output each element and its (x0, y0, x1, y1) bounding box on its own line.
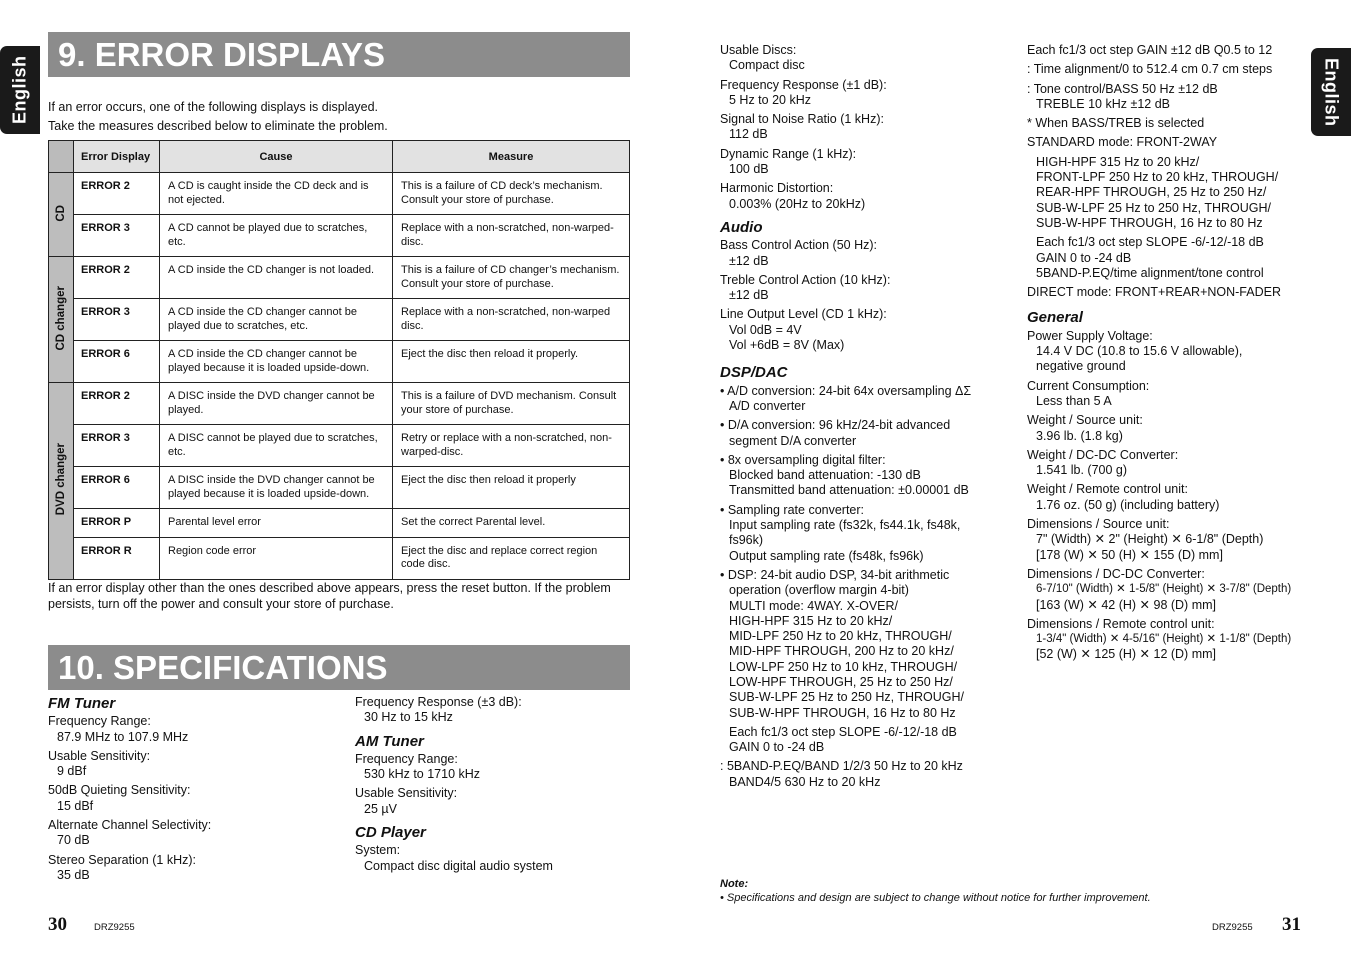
table-row (49, 383, 630, 425)
error-measure: Set the correct Parental level. (393, 509, 630, 538)
intro-line-2: Take the measures described below to eliminate the problem. (48, 119, 388, 133)
dsp-bullet: • Sampling rate converter: (720, 502, 865, 517)
group-cd-changer: CD changer (49, 257, 74, 383)
page-number-right: 31 (1282, 914, 1301, 935)
spec-value: 3.96 lb. (1.8 kg) (1036, 428, 1123, 443)
spec-line: STANDARD mode: FRONT-2WAY (1027, 135, 1218, 150)
error-code: ERROR R (74, 537, 160, 579)
error-cause: A DISC inside the DVD changer cannot be played because it is loaded upside-down. (160, 467, 393, 509)
spec-label: Line Output Level (CD 1 kHz): (720, 307, 887, 322)
spec-value: 5 Hz to 20 kHz (729, 92, 811, 107)
spec-label: Power Supply Voltage: (1027, 328, 1153, 343)
language-tab-right: English (1311, 48, 1351, 136)
error-footnote: If an error display other than the ones described above appears, press the reset button. If the problem persists, turn off the power and consult your store of purchase. (48, 581, 611, 611)
dsp-bullet-cont: MULTI mode: 4WAY. X-OVER/ (729, 598, 899, 613)
spec-label: Weight / DC-DC Converter: (1027, 447, 1179, 462)
spec-line: REAR-HPF THROUGH, 25 Hz to 250 Hz/ (1036, 185, 1267, 200)
note-title: Note: (720, 878, 749, 890)
spec-value: ±12 dB (729, 253, 769, 268)
dsp-bullet-cont: HIGH-HPF 315 Hz to 20 kHz/ (729, 613, 893, 628)
spec-line: 5BAND-P.EQ/time alignment/tone control (1036, 265, 1264, 280)
spec-value: Vol 0dB = 4V (729, 322, 802, 337)
header-measure: Measure (393, 141, 630, 173)
dsp-bullet: • 8x oversampling digital filter: (720, 452, 886, 467)
error-code: ERROR 2 (74, 173, 160, 215)
spec-line: Each fc1/3 oct step SLOPE -6/-12/-18 dB (1036, 235, 1264, 250)
spec-label: Treble Control Action (10 kHz): (720, 272, 891, 287)
dsp-bullet-cont: Blocked band attenuation: -130 dB (729, 468, 921, 483)
error-code: ERROR 6 (74, 467, 160, 509)
spec-value: 0.003% (20Hz to 20kHz) (729, 196, 866, 211)
error-cause: A CD cannot be played due to scratches, etc. (160, 215, 393, 257)
table-row (49, 341, 630, 383)
error-cause: Parental level error (160, 509, 393, 538)
spec-value: 7" (Width) ✕ 2" (Height) ✕ 6-1/8" (Depth) (1036, 532, 1264, 547)
spec-label: Dimensions / Remote control unit: (1027, 616, 1215, 631)
error-cause: Region code error (160, 537, 393, 579)
dsp-bullet-cont: operation (overflow margin 4-bit) (729, 583, 909, 598)
spec-label: Stereo Separation (1 kHz): (48, 852, 196, 867)
error-measure: Retry or replace with a non-scratched, non-warped-disc. (393, 425, 630, 467)
dsp-bullet-cont: LOW-LPF 250 Hz to 10 kHz, THROUGH/ (729, 659, 958, 674)
dsp-bullet-cont: fs96k) (729, 533, 764, 548)
spec-label: Frequency Response (±1 dB): (720, 77, 887, 92)
error-measure: This is a failure of CD changer’s mechanism. Consult your store of purchase. (393, 257, 630, 299)
table-row (49, 173, 630, 215)
dsp-bullet-cont: Output sampling rate (fs48k, fs96k) (729, 548, 924, 563)
fm-tuner-heading: FM Tuner (48, 695, 116, 712)
error-code: ERROR P (74, 509, 160, 538)
error-code: ERROR 6 (74, 341, 160, 383)
model-code-right: DRZ9255 (1212, 922, 1253, 933)
spec-value: 1.541 lb. (700 g) (1036, 463, 1128, 478)
spec-label: Current Consumption: (1027, 378, 1150, 393)
dsp-bullet-cont: Input sampling rate (fs32k, fs44.1k, fs48k, (729, 518, 961, 533)
table-header-row (49, 141, 630, 173)
spec-value: 1-3/4" (Width) ✕ 4-5/16" (Height) ✕ 1-1/8" (Depth) (1036, 633, 1292, 646)
dsp-bullet-cont: GAIN 0 to -24 dB (729, 740, 825, 755)
spec-label: Usable Sensitivity: (355, 786, 458, 801)
group-cd: CD (49, 173, 74, 257)
spec-label: Usable Discs: (720, 43, 797, 57)
dsp-bullet-cont: SUB-W-HPF THROUGH, 16 Hz to 80 Hz (729, 705, 956, 720)
spec-label: Frequency Range: (48, 714, 151, 729)
spec-value: 14.4 V DC (10.8 to 15.6 V allowable), (1036, 344, 1243, 359)
spec-line: TREBLE 10 kHz ±12 dB (1036, 96, 1171, 111)
spec-column-1 (48, 688, 338, 887)
spec-value: 530 kHz to 1710 kHz (364, 767, 481, 782)
spec-label: Signal to Noise Ratio (1 kHz): (720, 112, 884, 127)
spec-value: 15 dBf (57, 798, 94, 813)
spec-line: : Tone control/BASS 50 Hz ±12 dB (1027, 81, 1218, 96)
table-corner (49, 141, 74, 173)
spec-value: 30 Hz to 15 kHz (364, 710, 453, 725)
spec-value: [52 (W) ✕ 125 (H) ✕ 12 (D) mm] (1036, 647, 1216, 662)
spec-value: 35 dB (57, 867, 90, 882)
spec-label: 50dB Quieting Sensitivity: (48, 783, 191, 798)
spec-value: [163 (W) ✕ 42 (H) ✕ 98 (D) mm] (1036, 597, 1216, 612)
error-cause: A CD inside the CD changer cannot be played because it is loaded upside-down. (160, 341, 393, 383)
spec-label: Frequency Range: (355, 751, 458, 766)
group-dvd-changer: DVD changer (49, 383, 74, 580)
dsp-bullet-cont: Each fc1/3 oct step SLOPE -6/-12/-18 dB (729, 724, 957, 739)
language-tab-left: English (0, 46, 40, 134)
table-row (49, 257, 630, 299)
error-measure: This is a failure of DVD mechanism. Consult your store of purchase. (393, 383, 630, 425)
dsp-bullet: • A/D conversion: 24-bit 64x oversampling ΔΣ (720, 383, 972, 398)
dsp-bullet-cont: A/D converter (729, 398, 806, 413)
spec-value: 1.76 oz. (50 g) (including battery) (1036, 497, 1220, 512)
spec-line: SUB-W-LPF 25 Hz to 250 Hz, THROUGH/ (1036, 200, 1272, 215)
dsp-bullet: • DSP: 24-bit audio DSP, 34-bit arithmetic (720, 567, 950, 582)
error-displays-title: 9. ERROR DISPLAYS (48, 32, 630, 77)
error-measure: Replace with a non-scratched, non-warped-disc. (393, 215, 630, 257)
specifications-title: 10. SPECIFICATIONS (48, 645, 630, 690)
am-tuner-heading: AM Tuner (355, 732, 424, 750)
dsp-bullet-cont: LOW-HPF THROUGH, 25 Hz to 250 Hz/ (729, 674, 953, 689)
spec-value: 100 dB (729, 162, 769, 177)
intro-line-1: If an error occurs, one of the following displays is displayed. (48, 100, 379, 114)
spec-column-2 (355, 695, 695, 878)
dsp-bullet-cont: segment D/A converter (729, 433, 857, 448)
spec-line: HIGH-HPF 315 Hz to 20 kHz/ (1036, 154, 1200, 169)
spec-value: 112 dB (729, 127, 768, 142)
error-cause: A CD is caught inside the CD deck and is not ejected. (160, 173, 393, 215)
error-measure: This is a failure of CD deck’s mechanism. Consult your store of purchase. (393, 173, 630, 215)
general-heading: General (1027, 309, 1083, 327)
error-cause: A CD inside the CD changer cannot be played due to scratches, etc. (160, 299, 393, 341)
error-intro (48, 98, 628, 136)
error-measure: Eject the disc then reload it properly (393, 467, 630, 509)
audio-heading: Audio (720, 218, 763, 236)
dsp-bullet-cont: MID-LPF 250 Hz to 20 kHz, THROUGH/ (729, 629, 952, 644)
spec-label: Dimensions / DC-DC Converter: (1027, 566, 1205, 581)
table-row (49, 537, 630, 579)
spec-label: System: (355, 843, 401, 858)
spec-value: 70 dB (57, 833, 90, 848)
spec-label: Usable Sensitivity: (48, 748, 151, 763)
note-body: • Specifications and design are subject to change without notice for further improvement. (720, 892, 1151, 904)
spec-label: Dynamic Range (1 kHz): (720, 146, 857, 161)
table-row (49, 215, 630, 257)
spec-value: Compact disc digital audio system (364, 858, 553, 873)
spec-label: Harmonic Distortion: (720, 181, 834, 196)
dsp-bullet-cont: SUB-W-LPF 25 Hz to 250 Hz, THROUGH/ (729, 690, 965, 705)
error-code: ERROR 2 (74, 257, 160, 299)
spec-value: 9 dBf (57, 764, 87, 779)
table-row (49, 509, 630, 538)
cd-player-heading: CD Player (355, 824, 426, 842)
error-code: ERROR 3 (74, 299, 160, 341)
model-code-left: DRZ9255 (94, 922, 135, 933)
header-error-display: Error Display (74, 141, 160, 173)
spec-value: Compact disc (729, 58, 805, 73)
spec-line: : Time alignment/0 to 512.4 cm 0.7 cm steps (1027, 62, 1273, 77)
spec-label: Frequency Response (±3 dB): (355, 695, 522, 709)
spec-label: Weight / Source unit: (1027, 413, 1143, 428)
spec-column-4 (1027, 43, 1317, 667)
spec-value: [178 (W) ✕ 50 (H) ✕ 155 (D) mm] (1036, 547, 1223, 562)
table-row (49, 299, 630, 341)
table-row (49, 467, 630, 509)
spec-value: negative ground (1036, 359, 1126, 374)
error-code: ERROR 3 (74, 425, 160, 467)
error-table (48, 140, 630, 580)
dsp-bullet: : 5BAND-P.EQ/BAND 1/2/3 50 Hz to 20 kHz (720, 759, 963, 774)
error-cause: A DISC inside the DVD changer cannot be played. (160, 383, 393, 425)
spec-label: Bass Control Action (50 Hz): (720, 238, 878, 253)
spec-line: DIRECT mode: FRONT+REAR+NON-FADER (1027, 285, 1281, 300)
error-measure: Eject the disc and replace correct region code disc. (393, 537, 630, 579)
error-measure: Replace with a non-scratched, non-warped disc. (393, 299, 630, 341)
spec-label: Weight / Remote control unit: (1027, 482, 1188, 497)
dsp-bullet-cont: MID-HPF THROUGH, 200 Hz to 20 kHz/ (729, 644, 954, 659)
error-cause: A CD inside the CD changer is not loaded. (160, 257, 393, 299)
dsp-bullet-cont: Transmitted band attenuation: ±0.00001 dB (729, 483, 969, 498)
dsp-dac-heading: DSP/DAC (720, 364, 788, 382)
spec-line: Each fc1/3 oct step GAIN ±12 dB Q0.5 to 12 (1027, 43, 1273, 57)
spec-value: 6-7/10" (Width) ✕ 1-5/8" (Height) ✕ 3-7/8" (Depth) (1036, 583, 1292, 596)
spec-value: Vol +6dB = 8V (Max) (729, 338, 845, 353)
error-code: ERROR 3 (74, 215, 160, 257)
table-row (49, 425, 630, 467)
spec-label: Alternate Channel Selectivity: (48, 818, 212, 833)
error-cause: A DISC cannot be played due to scratches, etc. (160, 425, 393, 467)
spec-value: ±12 dB (729, 288, 769, 303)
spec-line: FRONT-LPF 250 Hz to 20 kHz, THROUGH/ (1036, 170, 1279, 185)
error-measure: Eject the disc then reload it properly. (393, 341, 630, 383)
error-code: ERROR 2 (74, 383, 160, 425)
spec-value: Less than 5 A (1036, 393, 1112, 408)
spec-line: GAIN 0 to -24 dB (1036, 250, 1132, 265)
dsp-bullet-cont: BAND4/5 630 Hz to 20 kHz (729, 774, 881, 789)
spec-label: Dimensions / Source unit: (1027, 517, 1170, 532)
spec-line: * When BASS/TREB is selected (1027, 116, 1205, 131)
spec-line: SUB-W-HPF THROUGH, 16 Hz to 80 Hz (1036, 215, 1263, 230)
dsp-bullet: • D/A conversion: 96 kHz/24-bit advanced (720, 418, 951, 433)
page-number-left: 30 (48, 914, 67, 935)
spec-column-3 (720, 43, 1010, 790)
spec-value: 87.9 MHz to 107.9 MHz (57, 729, 189, 744)
spec-value: 25 µV (364, 801, 397, 816)
header-cause: Cause (160, 141, 393, 173)
